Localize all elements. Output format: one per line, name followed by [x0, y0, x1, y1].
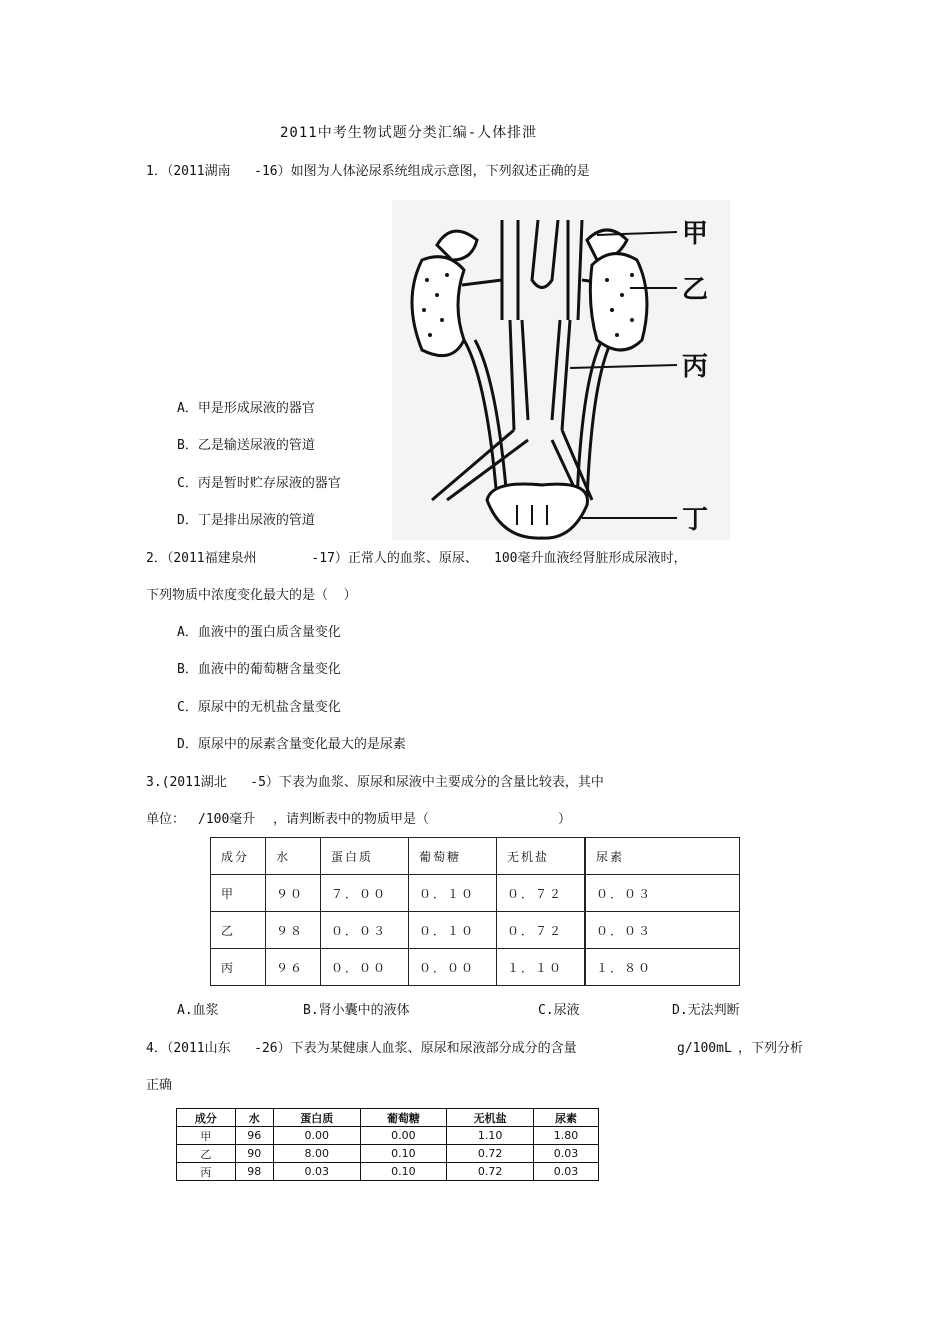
label-jia: 甲	[682, 219, 709, 249]
table-cell: ９６	[266, 949, 321, 986]
table-cell: 0.72	[447, 1163, 534, 1181]
table-cell: ０．０３	[321, 912, 409, 949]
table-header: 尿素	[533, 1109, 598, 1127]
table-row	[177, 1145, 599, 1163]
table-header: 成分	[177, 1109, 236, 1127]
q3-option-a: A.血浆	[177, 1003, 219, 1018]
q2-option-a: A．血液中的蛋白质含量变化	[177, 625, 341, 640]
q4-stem: 4．（2011山东 -26）下表为某健康人血浆、原尿和尿液部分成分的含量	[146, 1041, 577, 1056]
table-row	[211, 838, 740, 875]
q3-stem-unit-label: 单位：	[146, 812, 186, 827]
q1-option-a: A．甲是形成尿液的器官	[177, 401, 315, 416]
q3-stem-unit: /100毫升	[198, 812, 256, 827]
table-cell: ０．１０	[409, 875, 497, 912]
table-cell: １．８０	[585, 949, 740, 986]
table-cell: 96	[235, 1127, 273, 1145]
table-cell: ０．０３	[585, 912, 740, 949]
q1-option-d: D．丁是排出尿液的管道	[177, 513, 315, 528]
q4-stem-line2: 正确	[146, 1078, 173, 1093]
table-cell: 无机盐	[497, 838, 586, 875]
table-cell: 葡萄糖	[409, 838, 497, 875]
table-cell: 90	[235, 1145, 273, 1163]
q3-stem-question: ，请判断表中的物质甲是（	[273, 812, 430, 827]
table-cell: 0.00	[360, 1127, 447, 1145]
table-cell: 水	[266, 838, 321, 875]
q1-stem: 1．（2011湖南 -16）如图为人体泌尿系统组成示意图，下列叙述正确的是	[146, 164, 590, 179]
table-cell: ０．７２	[497, 912, 586, 949]
table-header: 葡萄糖	[360, 1109, 447, 1127]
q4-unit: g/100mL	[677, 1041, 732, 1056]
table-cell: 甲	[177, 1127, 236, 1145]
q3-data-table	[210, 837, 740, 986]
table-cell: 蛋白质	[321, 838, 409, 875]
table-row	[177, 1163, 599, 1181]
table-row	[177, 1127, 599, 1145]
table-cell: 0.03	[533, 1163, 598, 1181]
table-cell: 尿素	[585, 838, 740, 875]
table-cell: 丙	[211, 949, 266, 986]
q3-option-d: D.无法判断	[672, 1003, 740, 1018]
q1-option-b: B．乙是输送尿液的管道	[177, 438, 315, 453]
q2-option-c: C．原尿中的无机盐含量变化	[177, 700, 341, 715]
table-header-row	[177, 1109, 599, 1127]
table-header: 水	[235, 1109, 273, 1127]
table-cell: 0.03	[533, 1145, 598, 1163]
table-cell: 0.10	[360, 1145, 447, 1163]
table-cell: ９０	[266, 875, 321, 912]
table-header: 蛋白质	[273, 1109, 360, 1127]
q2-stem-line1: 2．（2011福建泉州 -17）正常人的血浆、原尿、	[146, 551, 478, 566]
urinary-system-diagram	[392, 200, 730, 540]
table-cell: 成分	[211, 838, 266, 875]
table-header: 无机盐	[447, 1109, 534, 1127]
table-cell: ７．００	[321, 875, 409, 912]
q4-data-table	[176, 1108, 599, 1181]
q4-unit-suffix: ，下列分析	[738, 1041, 804, 1056]
label-yi: 乙	[682, 275, 709, 305]
q3-option-c: C.尿液	[538, 1003, 580, 1018]
page-title: 2011中考生物试题分类汇编-人体排泄	[280, 125, 538, 141]
table-cell: 1.10	[447, 1127, 534, 1145]
table-cell: 0.10	[360, 1163, 447, 1181]
table-cell: 98	[235, 1163, 273, 1181]
table-cell: 0.72	[447, 1145, 534, 1163]
table-cell: １．１０	[497, 949, 586, 986]
table-cell: ０．０３	[585, 875, 740, 912]
q1-option-c: C．丙是暂时贮存尿液的器官	[177, 476, 341, 491]
label-ding: 丁	[682, 505, 709, 535]
table-cell: 乙	[177, 1145, 236, 1163]
table-cell: 丙	[177, 1163, 236, 1181]
table-cell: ０．００	[321, 949, 409, 986]
table-cell: 1.80	[533, 1127, 598, 1145]
q2-option-d: D．原尿中的尿素含量变化最大的是尿素	[177, 737, 406, 752]
q2-stem-line2: 下列物质中浓度变化最大的是（ ）	[146, 588, 357, 603]
table-cell: 8.00	[273, 1145, 360, 1163]
table-cell: 0.00	[273, 1127, 360, 1145]
table-row	[211, 875, 740, 912]
table-row	[211, 949, 740, 986]
label-bing: 丙	[682, 352, 709, 382]
q3-stem-line1: 3.(2011湖北 -5）下表为血浆、原尿和尿液中主要成分的含量比较表，其中	[146, 775, 604, 790]
table-cell: ０．７２	[497, 875, 586, 912]
q3-option-b: B.肾小囊中的液体	[303, 1003, 410, 1018]
table-cell: ９８	[266, 912, 321, 949]
table-cell: ０．００	[409, 949, 497, 986]
table-cell: 甲	[211, 875, 266, 912]
table-cell: ０．１０	[409, 912, 497, 949]
q2-stem-mid: 100毫升血液经肾脏形成尿液时，	[494, 551, 687, 566]
table-cell: 乙	[211, 912, 266, 949]
table-cell: 0.03	[273, 1163, 360, 1181]
q3-stem-close: ）	[558, 812, 572, 827]
q2-option-b: B．血液中的葡萄糖含量变化	[177, 662, 341, 677]
table-row	[211, 912, 740, 949]
